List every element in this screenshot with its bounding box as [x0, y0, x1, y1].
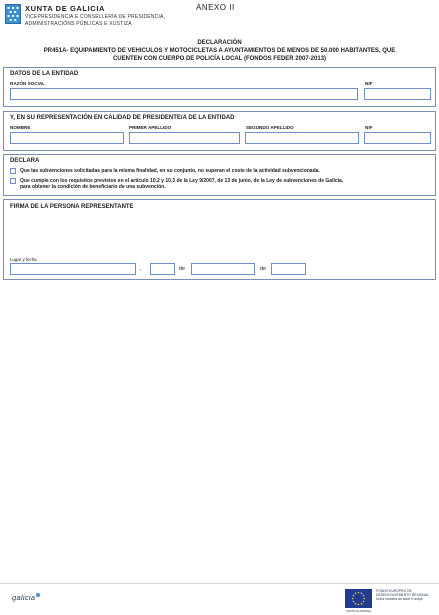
representative-nif-field[interactable] [364, 132, 431, 144]
comma-separator: , [140, 266, 142, 272]
declara-checkbox-2[interactable] [10, 178, 16, 184]
place-field[interactable] [10, 263, 136, 275]
document-type: DECLARACIÓN [197, 40, 242, 46]
document-title [20, 47, 419, 63]
declara-item-2 [20, 178, 343, 191]
eu-fund-line2: DESENVOLVEMENTO REXIONAL [376, 593, 430, 598]
entity-nif-label: NIF [365, 81, 373, 86]
representative-nif-label: NIF [365, 125, 373, 130]
representative-section-title: Y, EN SU REPRESENTACIÓN EN CALIDAD DE PRESIDENTE/A DE LA ENTIDAD [10, 115, 235, 121]
entity-section-title: DATOS DE LA ENTIDAD [10, 71, 79, 77]
month-field[interactable] [191, 263, 255, 275]
eu-flag-icon [345, 589, 372, 608]
xunta-logo-icon [5, 4, 21, 24]
eu-fund-line3: Unha maneira de facer Europa [376, 597, 423, 602]
galicia-dot-icon [36, 593, 40, 597]
galicia-brand-text: galicia [12, 593, 36, 602]
primer-apellido-field[interactable] [129, 132, 240, 144]
document-title-line2: CUENTEN CON CUERPO DE POLICÍA LOCAL (FONDOS FEDER 2007-2013) [112, 56, 327, 62]
primer-apellido-label: PRIMER APELLIDO [129, 125, 172, 130]
nombre-field[interactable] [10, 132, 124, 144]
declara-item-2-line2: para obtener la condición de beneficiario de una subvención. [20, 184, 166, 190]
representative-section [3, 111, 436, 151]
declara-item-2-line1: Que cumple con los requisitos previstos en el artículo 10.2 y 10.3 de la Ley 9/2007, de 13 de junio, de la Ley de subvenciones de Galicia, [20, 177, 344, 184]
de-separator-1: de [179, 266, 186, 272]
year-field[interactable] [271, 263, 306, 275]
eu-fund-text [376, 589, 429, 602]
org-subtitle-line2: ADMINISTRACIÓNS PÚBLICAS E XUSTIZA [25, 20, 132, 27]
declara-checkbox-1[interactable] [10, 168, 16, 174]
footer-divider [0, 583, 439, 584]
nombre-label: NOMBRE [10, 125, 31, 130]
razon-social-label: RAZÓN SOCIAL [10, 81, 45, 86]
org-subtitle-line1: VICEPRESIDENCIA E CONSELLERÍA DE PRESIDENCIA, [25, 14, 166, 20]
razon-social-field[interactable] [10, 88, 358, 100]
place-date-label: Lugar y fecha [10, 257, 37, 262]
galicia-brand-logo [12, 593, 40, 602]
annex-label: ANEXO II [196, 3, 235, 12]
eu-fund-line1: FONDO EUROPEO DE [376, 589, 412, 593]
org-name: XUNTA DE GALICIA [25, 4, 106, 13]
declara-item-1: Que las subvenciones solicitadas para la misma finalidad, en su conjunto, no superan el coste de la actividad subvencionada. [20, 167, 320, 174]
document-title-line1: PR451A- EQUIPAMIENTO DE VEHICULOS Y MOTOCICLETAS A AYUNTAMIENTOS DE MENOS DE 50.000 HABITANTES, QUE [43, 48, 396, 54]
segundo-apellido-field[interactable] [245, 132, 359, 144]
eu-caption: UNIÓN EUROPEA [346, 609, 372, 613]
signature-section [3, 199, 436, 280]
org-subtitle [25, 14, 165, 27]
declara-section-title: DECLARA [10, 158, 40, 164]
day-field[interactable] [150, 263, 175, 275]
de-separator-2: de [260, 266, 267, 272]
entity-nif-field[interactable] [364, 88, 431, 100]
signature-section-title: FIRMA DE LA PERSONA REPRESENTANTE [10, 204, 134, 210]
segundo-apellido-label: SEGUNDO APELLIDO [246, 125, 294, 130]
declara-section [3, 154, 436, 196]
entity-section [3, 67, 436, 107]
